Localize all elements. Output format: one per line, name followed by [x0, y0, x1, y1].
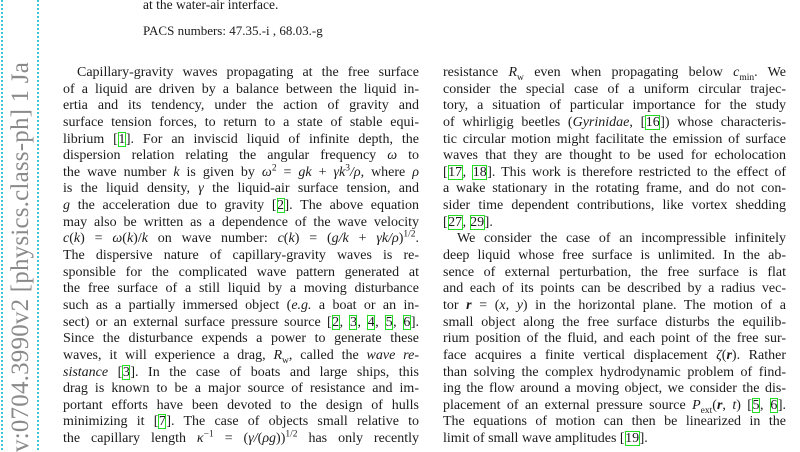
text-segment: waves that they are thought to be used for echolocation [443, 148, 786, 164]
text-segment: ) = [80, 231, 113, 247]
math-segment: w [517, 72, 524, 83]
math-segment: g/k [331, 231, 349, 247]
left-text-column [63, 65, 419, 448]
text-segment: waves, it will experience a drag, [63, 347, 274, 363]
text-segment: We consider the case of an incompressible infinitely [457, 231, 786, 247]
math-segment: min [739, 72, 755, 83]
math-segment: k [173, 164, 180, 180]
text-line [443, 165, 786, 182]
text-segment: , [339, 314, 350, 330]
text-line [63, 281, 419, 298]
text-segment: ( [257, 431, 263, 447]
text-line [63, 298, 419, 315]
math-segment: sistance [63, 364, 109, 380]
text-segment: tory, a situation of particular importance for the study [443, 98, 786, 114]
citation-link[interactable]: 2 [277, 198, 285, 214]
math-segment: ρg [262, 431, 277, 447]
text-segment: dispersion relation relating the angular frequency [63, 148, 388, 164]
citation-link[interactable]: 18 [472, 164, 487, 180]
text-segment: [ [443, 164, 448, 180]
text-line [63, 265, 419, 282]
math-segment: t [732, 397, 737, 413]
text-line [63, 331, 419, 348]
text-segment: sponsible for the complicated wave pattern generated at [63, 264, 419, 280]
text-segment: ]. The case of objects small relative to [166, 414, 420, 430]
text-segment: surface tension forces, to return to a state of stable equi- [63, 114, 419, 130]
citation-link[interactable]: 5 [385, 314, 393, 330]
text-line [443, 414, 786, 431]
text-segment: librium [ [63, 131, 118, 147]
right-text-column [443, 65, 786, 448]
text-segment: , [393, 314, 403, 330]
text-segment: + [348, 231, 377, 247]
math-segment: γk/ρ [376, 231, 399, 247]
text-line [443, 315, 786, 332]
pacs-numbers: PACS numbers: 47.35.-i , 68.03.-g [143, 23, 323, 38]
citation-link[interactable]: 6 [770, 397, 778, 413]
math-segment: gk [298, 164, 312, 180]
text-segment: ]. This work is therefore restricted to the effect of [487, 164, 786, 180]
text-segment: = ( [213, 431, 249, 447]
math-segment: r [726, 347, 732, 363]
math-segment: ext [700, 405, 713, 416]
text-line [63, 82, 419, 99]
margin-dotted-line [37, 0, 39, 450]
math-segment: /ρ [349, 164, 361, 180]
text-segment: Since the disturbance expends a power to generate these [63, 331, 419, 347]
text-segment: ( [712, 397, 717, 413]
text-line [443, 65, 786, 82]
text-line [443, 365, 786, 382]
text-line [443, 132, 786, 149]
text-segment: , [375, 314, 386, 330]
math-segment: P [692, 397, 701, 413]
text-line [63, 315, 419, 332]
text-segment: ]. For an inviscid liquid of infinite depth, the [125, 131, 419, 147]
text-segment: a wake stationary in the rotating frame, and do not con- [443, 181, 786, 197]
math-segment: R [273, 347, 283, 363]
text-line [63, 231, 419, 248]
text-segment: consider the special case of a uniform circular trajec- [443, 81, 786, 97]
math-segment: k [73, 231, 81, 247]
text-segment: is given by [179, 164, 262, 180]
text-segment: sect) or an external surface pressure source [ [63, 314, 332, 330]
text-line [63, 348, 419, 365]
text-segment: and each of its points can be described by a radius vec- [443, 281, 786, 297]
text-line [63, 115, 419, 132]
math-segment: R [508, 65, 518, 80]
text-segment: )/ [133, 231, 142, 247]
citation-link[interactable]: 27 [448, 214, 463, 230]
text-line [63, 398, 419, 415]
math-segment: κ [196, 431, 204, 447]
math-segment: γ/ [248, 431, 258, 447]
math-segment: −1 [203, 429, 214, 440]
text-segment: The dispersive nature of capillary-gravity waves is re- [63, 248, 419, 264]
math-segment: k [288, 231, 295, 247]
text-segment: ]. [410, 314, 420, 330]
text-segment: ]. [639, 431, 648, 447]
text-segment: = ( [471, 297, 500, 313]
text-line [443, 248, 786, 265]
text-line [443, 231, 786, 248]
text-segment: such as a partially immersed object ( [63, 297, 292, 313]
text-segment: tor [443, 297, 467, 313]
math-segment: w [282, 355, 289, 366]
text-line [63, 165, 419, 182]
text-segment: , [462, 214, 470, 230]
citation-link[interactable]: 7 [158, 414, 166, 430]
text-segment: ]. In the case of boats and large ships, this [130, 364, 419, 380]
math-segment: c [277, 231, 284, 247]
text-line [63, 248, 419, 265]
text-segment: of a liquid are driven by a balance between the liquid in- [63, 81, 419, 97]
math-segment: ρ [412, 164, 419, 180]
text-segment: minimizing it [ [63, 414, 159, 430]
citation-link[interactable]: 1 [118, 131, 126, 147]
text-segment: . We [754, 65, 786, 80]
text-line [443, 115, 786, 132]
text-segment: [ [443, 214, 448, 230]
text-line [443, 198, 786, 215]
math-segment: x, y [499, 297, 523, 313]
text-line [443, 215, 786, 232]
math-segment: ω [261, 164, 272, 180]
text-segment: portant efforts have been devoted to the design of hulls [63, 397, 419, 413]
text-segment: the capillary length [63, 431, 197, 447]
text-segment: , where [360, 164, 413, 180]
citation-link[interactable]: 2 [332, 314, 340, 330]
text-line [63, 65, 419, 82]
text-segment: )) [276, 431, 286, 447]
text-segment: has only recently [297, 431, 419, 447]
text-segment: drag is known to be a major source of resistance and im- [63, 381, 419, 397]
text-segment: limit of small wave amplitudes [ [443, 431, 625, 447]
text-segment: face acquires a finite vertical displacement [443, 347, 717, 363]
text-segment: ( [122, 231, 127, 247]
citation-link[interactable]: 29 [470, 214, 485, 230]
citation-link[interactable]: 6 [403, 314, 411, 330]
margin-dotted-line [1, 0, 3, 450]
math-segment: γk [333, 164, 346, 180]
text-segment: ). Rather [731, 347, 786, 363]
math-segment: wave re- [366, 347, 419, 363]
text-line [443, 398, 786, 415]
citation-link[interactable]: 4 [367, 314, 375, 330]
text-segment: ]) whose characteris- [660, 114, 786, 130]
text-line [443, 298, 786, 315]
text-segment: ( [283, 231, 289, 247]
abstract-tail: at the water-air interface. [143, 0, 279, 12]
text-segment: , [722, 397, 733, 413]
text-line [63, 132, 419, 149]
text-line [443, 281, 786, 298]
citation-link[interactable]: 16 [645, 114, 660, 130]
text-segment: on wave number: [147, 231, 278, 247]
text-segment: is the liquid density, [63, 181, 199, 197]
text-segment: ]. The above equation [284, 198, 420, 214]
math-segment: e.g. [291, 297, 312, 313]
text-line [443, 381, 786, 398]
citation-link[interactable]: 3 [349, 314, 357, 330]
math-segment: γ [198, 181, 204, 197]
text-line [443, 265, 786, 282]
text-segment: ) [ [736, 397, 752, 413]
text-segment: may also be written as a dependence of the wave velocity [63, 214, 419, 230]
text-segment: the wave number [63, 164, 174, 180]
math-segment: 1/2 [285, 429, 298, 440]
text-segment: to [397, 148, 419, 164]
text-segment: ]. [777, 397, 787, 413]
math-segment: ω [387, 148, 398, 164]
text-segment: of whirligig beetles ( [443, 114, 573, 130]
text-segment: sider time dependent contributions, like vortex shedding [443, 198, 786, 214]
citation-link[interactable]: 19 [625, 431, 640, 447]
math-segment: r [716, 397, 723, 413]
text-segment: Capillary-gravity waves propagating at the free surface [77, 65, 419, 80]
text-line [63, 181, 419, 198]
math-segment: 3 [345, 163, 350, 174]
text-segment: rium position of the fluid, and each point of the free sur- [443, 331, 786, 347]
text-segment: The equations of motion can then be linearized in the [443, 414, 786, 430]
text-line [63, 431, 419, 448]
text-line [443, 431, 786, 448]
text-line [443, 331, 786, 348]
text-line [63, 148, 419, 165]
text-segment: a boat or an in- [311, 297, 420, 313]
text-segment: small object along the free surface disturbs the equilib- [443, 314, 786, 330]
text-line [443, 148, 786, 165]
text-segment: , called the [288, 347, 367, 363]
text-segment: , [759, 397, 770, 413]
text-line [63, 98, 419, 115]
text-segment: ) = ( [294, 231, 332, 247]
math-segment: Gyrinidae [572, 114, 630, 130]
text-segment: resistance [443, 65, 509, 80]
text-line [63, 365, 419, 382]
text-line [443, 98, 786, 115]
text-segment: [ [108, 364, 123, 380]
math-segment: ζ [716, 347, 722, 363]
arxiv-identifier-stamp: v:0704.3990v2 [physics.class-ph] 1 Ja [7, 62, 34, 452]
text-line [443, 181, 786, 198]
text-segment: sence of external perturbation, the free surface is flat [443, 264, 786, 280]
math-segment: 2 [271, 163, 277, 174]
text-segment: . [415, 231, 419, 247]
citation-link[interactable]: 3 [122, 364, 130, 380]
math-segment: 1/2 [403, 229, 416, 240]
text-segment: + [311, 164, 334, 180]
text-segment: = [276, 164, 299, 180]
text-segment: the liquid-air surface tension, and [203, 181, 419, 197]
text-segment: ing the flow around a moving object, we consider the dis- [443, 381, 786, 397]
math-segment: c [63, 231, 70, 247]
text-segment: the free surface of a still liquid by a moving disturbance [63, 281, 419, 297]
text-segment: than solving the complex hydrodynamic problem of find- [443, 364, 786, 380]
text-segment: placement of an external pressure source [443, 397, 693, 413]
text-line [443, 82, 786, 99]
math-segment: ω [112, 231, 123, 247]
text-segment: ( [721, 347, 727, 363]
text-line [63, 198, 419, 215]
math-segment: c [733, 65, 740, 80]
citation-link[interactable]: 5 [752, 397, 760, 413]
math-segment: g [63, 198, 70, 214]
math-segment: k [126, 231, 134, 247]
text-segment: ( [69, 231, 74, 247]
text-line [443, 348, 786, 365]
text-segment: , [ [629, 114, 646, 130]
text-line [63, 381, 419, 398]
text-segment: ) [398, 231, 404, 247]
text-segment: deep liquid whose free surface is unlimited. In the ab- [443, 248, 786, 264]
text-segment: , [462, 164, 473, 180]
text-segment: even when propagating below [523, 65, 734, 80]
text-segment: ) in the horizontal plane. The motion of a [522, 297, 786, 313]
math-segment: k [141, 231, 148, 247]
text-line [63, 215, 419, 232]
text-segment: ertia and its tendency, under the action of gravity and [63, 98, 419, 114]
math-segment: r [466, 297, 472, 313]
text-segment: tic circular motion might facilitate the emission of surface [443, 131, 786, 147]
text-segment: , [357, 314, 368, 330]
text-segment: ]. [484, 214, 493, 230]
citation-link[interactable]: 17 [448, 164, 463, 180]
text-segment: the acceleration due to gravity [ [70, 198, 277, 214]
text-line [63, 414, 419, 431]
